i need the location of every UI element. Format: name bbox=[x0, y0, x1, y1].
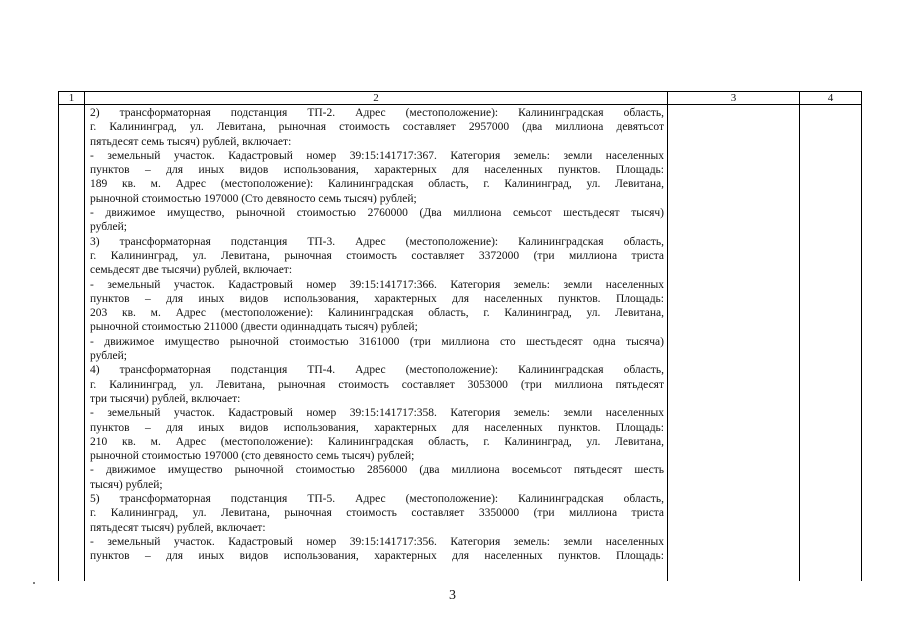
text-line: семьдесят две тысячи) рублей, включает: bbox=[90, 264, 293, 277]
text-line: г. Калининград, ул. Левитана, рыночная стоимость составляет 3053000 (три миллиона пятьдесят bbox=[90, 378, 664, 391]
text-line: пунктов – для иных видов использования, характерных для населенных пунктов. Площадь: bbox=[90, 164, 664, 177]
text-line: 203 кв. м. Адрес (местоположение): Калининградская область, г. Калининград, ул. Левитана, bbox=[90, 307, 664, 320]
text-line: 210 кв. м. Адрес (местоположение): Калининградская область, г. Калининград, ул. Левитана, bbox=[90, 435, 664, 448]
text-line: - земельный участок. Кадастровый номер 39:15:141717:356. Категория земель: земли населенных bbox=[90, 535, 664, 548]
text-line: 3) трансформаторная подстанция ТП-3. Адрес (местоположение): Калининградская область, bbox=[90, 235, 664, 248]
cell-column-2-text bbox=[85, 105, 668, 581]
text-line: - земельный участок. Кадастровый номер 39:15:141717:366. Категория земель: земли населенных bbox=[90, 278, 664, 291]
text-line: рублей; bbox=[90, 221, 127, 234]
text-line: 5) трансформаторная подстанция ТП-5. Адрес (местоположение): Калининградская область, bbox=[90, 493, 664, 506]
text-line: пятьдесят тысяч) рублей, включает: bbox=[90, 521, 266, 534]
text-line: рублей; bbox=[90, 350, 127, 363]
text-line: 189 кв. м. Адрес (местоположение): Калининградская область, г. Калининград, ул. Левитана, bbox=[90, 178, 664, 191]
column-header-3: 3 bbox=[668, 92, 800, 104]
cell-column-4 bbox=[800, 105, 861, 581]
document-table bbox=[58, 91, 862, 581]
column-header-1: 1 bbox=[59, 92, 85, 104]
text-line: пунктов – для иных видов использования, характерных для населенных пунктов. Площадь: bbox=[90, 550, 664, 563]
text-line: пунктов – для иных видов использования, характерных для населенных пунктов. Площадь: bbox=[90, 292, 664, 305]
text-line: пятьдесят семь тысяч) рублей, включает: bbox=[90, 135, 292, 148]
text-line: 4) трансформаторная подстанция ТП-4. Адрес (местоположение): Калининградская область, bbox=[90, 364, 664, 377]
cell-column-3 bbox=[668, 105, 800, 581]
text-line: пунктов – для иных видов использования, характерных для населенных пунктов. Площадь: bbox=[90, 421, 664, 434]
scan-speck bbox=[33, 582, 35, 584]
text-line: - земельный участок. Кадастровый номер 39:15:141717:367. Категория земель: земли населенных bbox=[90, 149, 664, 162]
text-line: - земельный участок. Кадастровый номер 39:15:141717:358. Категория земель: земли населенных bbox=[90, 407, 664, 420]
page-number: 3 bbox=[449, 588, 456, 603]
table-row bbox=[59, 105, 861, 581]
text-line: 2) трансформаторная подстанция ТП-2. Адрес (местоположение): Калининградская область, bbox=[90, 107, 664, 119]
text-line: г. Калининград, ул. Левитана, рыночная стоимость составляет 2957000 (два миллиона девятьсот bbox=[90, 121, 664, 134]
text-line: тысяч) рублей; bbox=[90, 478, 163, 491]
text-line: рыночной стоимостью 197000 (сто девяносто семь тысяч) рублей; bbox=[90, 450, 415, 463]
text-line: г. Калининград, ул. Левитана, рыночная стоимость составляет 3350000 (три миллиона триста bbox=[90, 507, 664, 520]
column-header-4: 4 bbox=[827, 92, 834, 104]
cell-column-1 bbox=[59, 105, 85, 581]
text-line: рыночной стоимостью 197000 (Сто девяносто семь тысяч) рублей; bbox=[90, 192, 417, 205]
text-line: - движимое имущество, рыночной стоимостью 2760000 (Два миллиона семьсот шестьдесят тысяч) bbox=[90, 207, 664, 220]
text-line: три тысячи) рублей, включает: bbox=[90, 392, 241, 405]
text-line: - движимое имущество рыночной стоимостью 3161000 (три миллиона сто шестьдесят одна тысяча) bbox=[90, 335, 664, 348]
text-line: г. Калининград, ул. Левитана, рыночная стоимость составляет 3372000 (три миллиона триста bbox=[90, 249, 664, 262]
column-header-2: 2 bbox=[85, 92, 668, 104]
table-header-row bbox=[59, 92, 861, 105]
text-line: рыночной стоимостью 211000 (двести одиннадцать тысяч) рублей; bbox=[90, 321, 418, 334]
text-line: - движимое имущество рыночной стоимостью 2856000 (два миллиона восемьсот пятьдесят шесть bbox=[90, 464, 664, 477]
